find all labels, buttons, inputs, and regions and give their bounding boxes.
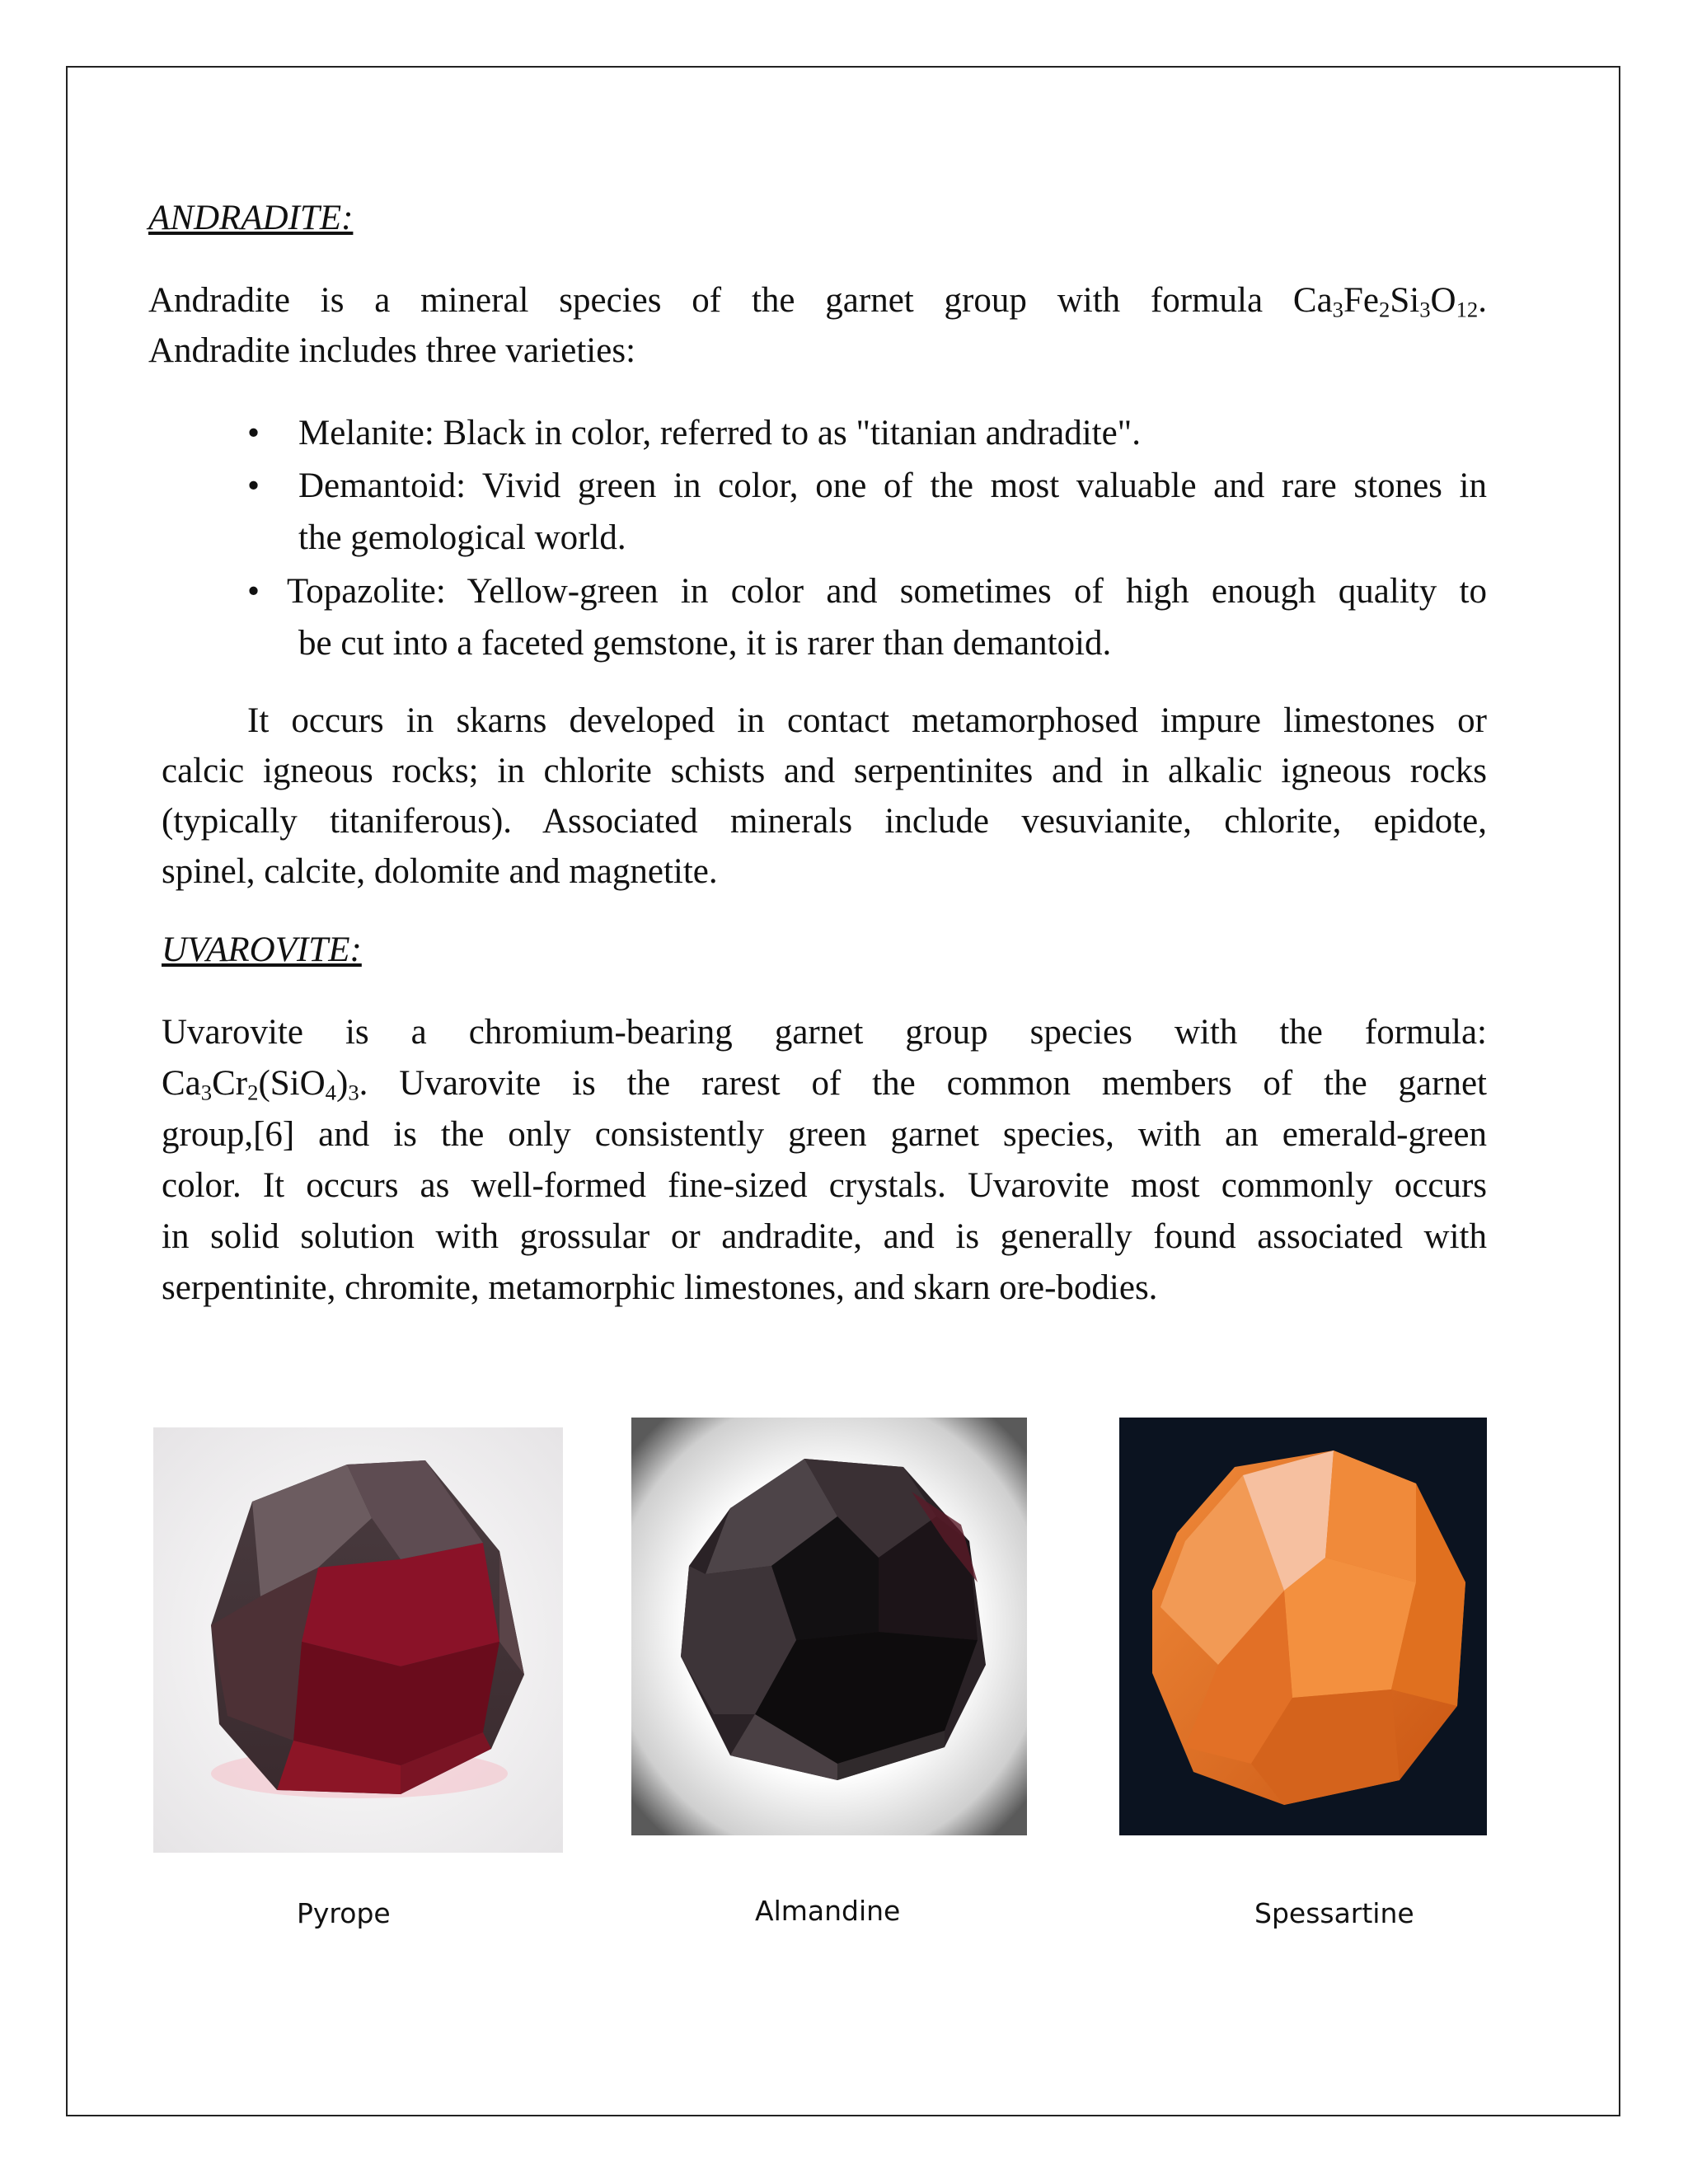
andradite-intro-line1: Andradite is a mineral species of the garnet group with formula $Ca_3Fe_2Si_3O_{12}$. xyxy=(148,281,1487,322)
paragraph-line: in solid solution with grossular or andradite, and is generally found associated with xyxy=(162,1217,1487,1256)
spessartine-image xyxy=(1119,1418,1487,1835)
paragraph-line: serpentinite, chromite, metamorphic limestones, and skarn ore-bodies. xyxy=(162,1268,1158,1307)
spessartine-caption: Spessartine xyxy=(1254,1897,1414,1929)
andradite-heading: ANDRADITE: xyxy=(148,199,354,237)
paragraph-line: calcic igneous rocks; in chlorite schists and serpentinites and in alkalic igneous rocks xyxy=(162,752,1487,790)
almandine-image xyxy=(631,1418,1027,1835)
bullet-icon: • xyxy=(247,414,260,452)
pyrope-image xyxy=(153,1427,563,1853)
paragraph-line: spinel, calcite, dolomite and magnetite. xyxy=(162,852,718,891)
andradite-intro-line2: Andradite includes three varieties: xyxy=(148,331,636,370)
paragraph-line: (typically titaniferous). Associated minerals include vesuvianite, chlorite, epidote, xyxy=(162,802,1487,841)
paragraph-line: color. It occurs as well-formed fine-sized crystals. Uvarovite most commonly occurs xyxy=(162,1166,1487,1205)
bullet-icon: • xyxy=(247,466,260,505)
almandine-caption: Almandine xyxy=(755,1895,901,1927)
paragraph-line: group,[6] and is the only consistently green garnet species, with an emerald-green xyxy=(162,1115,1487,1154)
uvarovite-heading: UVAROVITE: xyxy=(162,930,362,969)
bullet-icon: • xyxy=(247,572,260,611)
pyrope-caption: Pyrope xyxy=(297,1897,391,1929)
paragraph-line: It occurs in skarns developed in contact metamorphosed impure limestones or xyxy=(247,701,1487,740)
paragraph-line: Uvarovite is a chromium-bearing garnet group species with the formula: xyxy=(162,1013,1487,1052)
paragraph-line: $Ca_3Cr_2(SiO_4)_3$. Uvarovite is the rarest of the common members of the garnet xyxy=(162,1064,1487,1105)
